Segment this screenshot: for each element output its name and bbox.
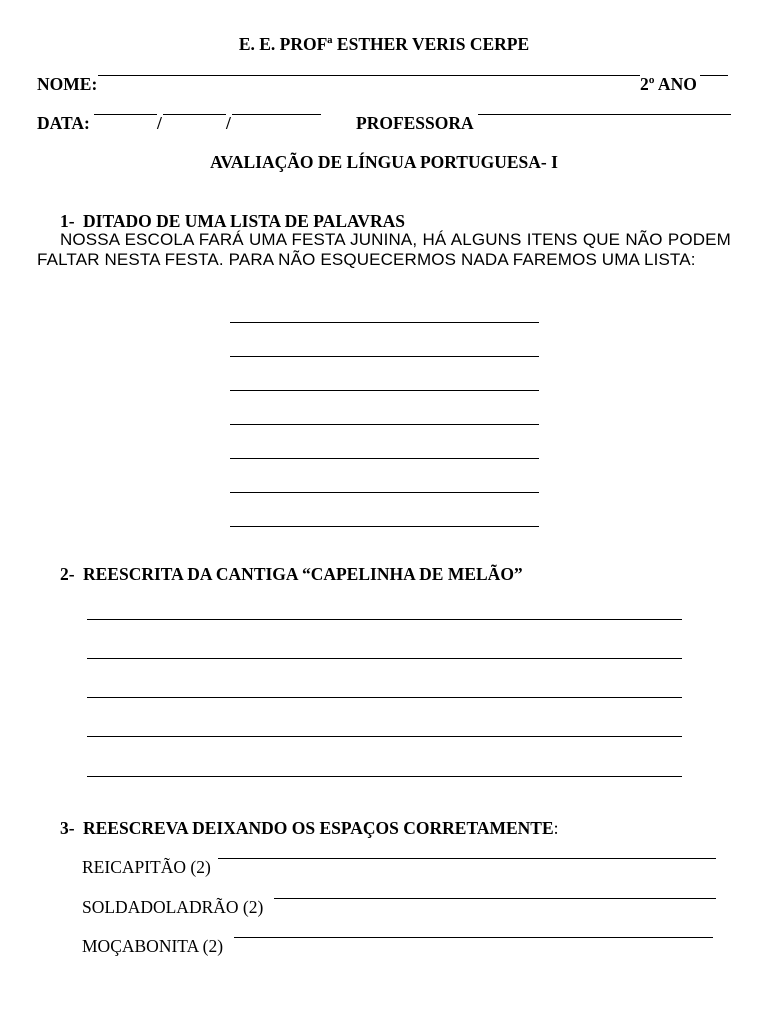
word-list-line[interactable] bbox=[230, 322, 539, 323]
q1-heading: DITADO DE UMA LISTA DE PALAVRAS bbox=[83, 211, 406, 231]
teacher-label: PROFESSORA bbox=[356, 113, 474, 133]
q1-number: 1- bbox=[60, 211, 75, 231]
word-list-line[interactable] bbox=[230, 390, 539, 391]
date-day-field[interactable] bbox=[94, 114, 157, 115]
date-month-field[interactable] bbox=[163, 114, 226, 115]
q3-item-word: SOLDADOLADRÃO (2) bbox=[82, 897, 264, 917]
rewrite-line[interactable] bbox=[87, 658, 682, 659]
name-label: NOME: bbox=[37, 74, 98, 94]
q2-heading: REESCRITA DA CANTIGA “CAPELINHA DE MELÃO” bbox=[83, 564, 523, 584]
word-list-line[interactable] bbox=[230, 458, 539, 459]
q3-heading-line bbox=[83, 818, 559, 838]
rewrite-line[interactable] bbox=[87, 736, 682, 737]
exam-title: AVALIAÇÃO DE LÍNGUA PORTUGUESA- I bbox=[210, 152, 558, 172]
q2-number: 2- bbox=[60, 564, 75, 584]
word-list-line[interactable] bbox=[230, 526, 539, 527]
q3-answer-line[interactable] bbox=[234, 937, 713, 938]
q3-item-word: MOÇABONITA (2) bbox=[82, 936, 224, 956]
q3-answer-line[interactable] bbox=[218, 858, 716, 859]
word-list-line[interactable] bbox=[230, 424, 539, 425]
date-year-field[interactable] bbox=[232, 114, 321, 115]
grade-field[interactable] bbox=[700, 75, 728, 76]
word-list-line[interactable] bbox=[230, 492, 539, 493]
name-field[interactable] bbox=[98, 75, 640, 76]
rewrite-line[interactable] bbox=[87, 697, 682, 698]
date-separator: / bbox=[157, 113, 162, 133]
q3-number: 3- bbox=[60, 818, 75, 838]
word-list-line[interactable] bbox=[230, 356, 539, 357]
date-separator: / bbox=[226, 113, 231, 133]
q3-colon: : bbox=[553, 818, 559, 838]
q3-item-word: REICAPITÃO (2) bbox=[82, 857, 211, 877]
rewrite-line[interactable] bbox=[87, 619, 682, 620]
q3-answer-line[interactable] bbox=[274, 898, 716, 899]
grade-label: 2º ANO bbox=[640, 74, 697, 94]
school-name: E. E. PROFª ESTHER VERIS CERPE bbox=[238, 34, 530, 54]
date-label: DATA: bbox=[37, 113, 90, 133]
rewrite-line[interactable] bbox=[87, 776, 682, 777]
teacher-field[interactable] bbox=[478, 114, 731, 115]
q1-instructions: NOSSA ESCOLA FARÁ UMA FESTA JUNINA, HÁ ALGUNS ITENS QUE NÃO PODEM FALTAR NESTA FESTA. PARA NÃO ESQUECERMOS NADA FAREMOS UMA LISTA: bbox=[37, 230, 731, 269]
q3-heading: REESCREVA DEIXANDO OS ESPAÇOS CORRETAMENTE bbox=[83, 818, 554, 838]
